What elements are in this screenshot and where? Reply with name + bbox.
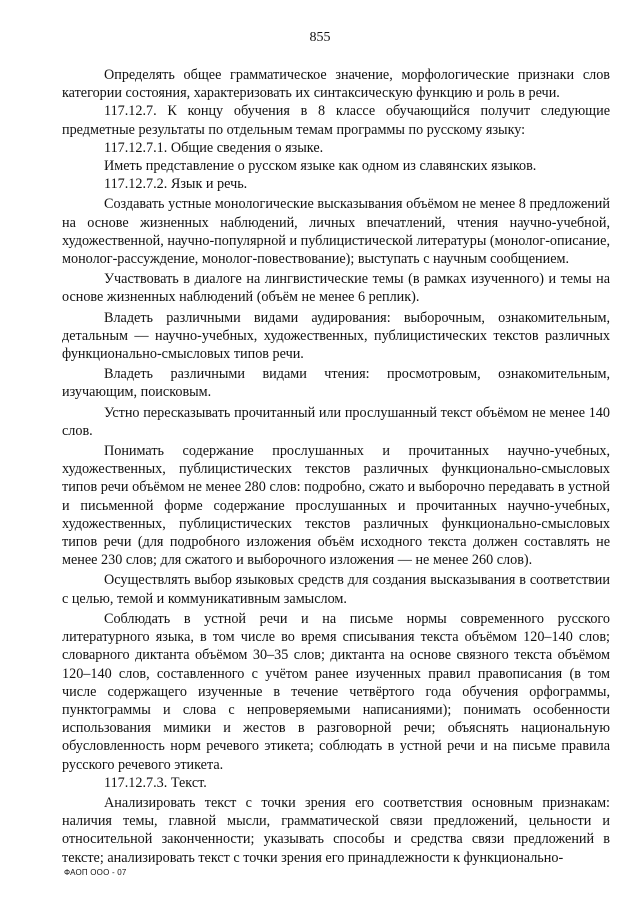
paragraph: Владеть различными видами аудирования: выборочным, ознакомительным, детальным — научно-учебных, художественных, публицистических текстов различных функционально-смысловых типов речи. — [62, 309, 610, 363]
footer-code: ФАОП ООО - 07 — [64, 868, 127, 877]
paragraph: Создавать устные монологические высказывания объёмом не менее 8 предложений на основе жизненных наблюдений, личных впечатлений, чтения научно-учебной, художественной, научно-популярной и публицистической литературы (монолог-описание, монолог-рассуждение, монолог-повествование); выступать с научным сообщением. — [62, 196, 610, 268]
paragraph: 117.12.7. К концу обучения в 8 классе обучающийся получит следующие предметные результаты по отдельным темам программы по русскому языку: — [62, 103, 610, 138]
paragraph: Иметь представление о русском языке как одном из славянских языков. — [104, 158, 537, 175]
paragraph: Анализировать текст с точки зрения его соответствия основным признакам: наличия темы, главной мысли, грамматической связи предложений, цельности и относительной законченности; указывать способы и средства связи предложений в тексте; анализировать текст с точки зрения его принадлежности к функционально- — [62, 794, 610, 866]
paragraph: Понимать содержание прослушанных и прочитанных научно-учебных, художественных, публицистических текстов различных функционально-смысловых типов речи объёмом не менее 280 слов: подробно, сжато и выборочно передавать в устной и письменной форме содержание прослушанных и прочитанных научно-учебных, художественных, публицистических текстов различных функционально-смысловых типов речи (для подробного изложения объём исходного текста должен составлять не менее 230 слов; для сжатого и выборочного изложения — не менее 260 слов). — [62, 443, 610, 569]
section-heading: 117.12.7.2. Язык и речь. — [104, 176, 248, 193]
document-body — [62, 66, 610, 867]
paragraph: Соблюдать в устной речи и на письме нормы современного русского литературного языка, в том числе во время списывания текста объёмом 120–140 слов; словарного диктанта объёмом 30–35 слов; диктанта на основе связного текста объёмом 120–140 слов, составленного с учётом ранее изученных правил правописания (в том числе содержащего изученные в течение четвёртого года обучения орфограммы, пунктограммы и слова с непроверяемыми написаниями); понимать особенности использования мимики и жестов в разговорной речи; объяснять национальную обусловленность норм речевого этикета; соблюдать в устной речи и на письме правила русского речевого этикета. — [62, 610, 610, 773]
section-heading: 117.12.7.1. Общие сведения о языке. — [104, 139, 324, 156]
paragraph: Определять общее грамматическое значение, морфологические признаки слов категории состояния, характеризовать их синтаксическую функцию и роль в речи. — [62, 67, 610, 102]
section-heading: 117.12.7.3. Текст. — [104, 774, 207, 791]
paragraph: Владеть различными видами чтения: просмотровым, ознакомительным, изучающим, поисковым. — [62, 366, 610, 401]
page-number: 855 — [309, 30, 331, 45]
paragraph: Участвовать в диалоге на лингвистические темы (в рамках изученного) и темы на основе жизненных наблюдений (объём не менее 6 реплик). — [62, 271, 610, 306]
paragraph: Осуществлять выбор языковых средств для создания высказывания в соответствии с целью, темой и коммуникативным замыслом. — [62, 572, 610, 607]
paragraph: Устно пересказывать прочитанный или прослушанный текст объёмом не менее 140 слов. — [62, 404, 610, 439]
